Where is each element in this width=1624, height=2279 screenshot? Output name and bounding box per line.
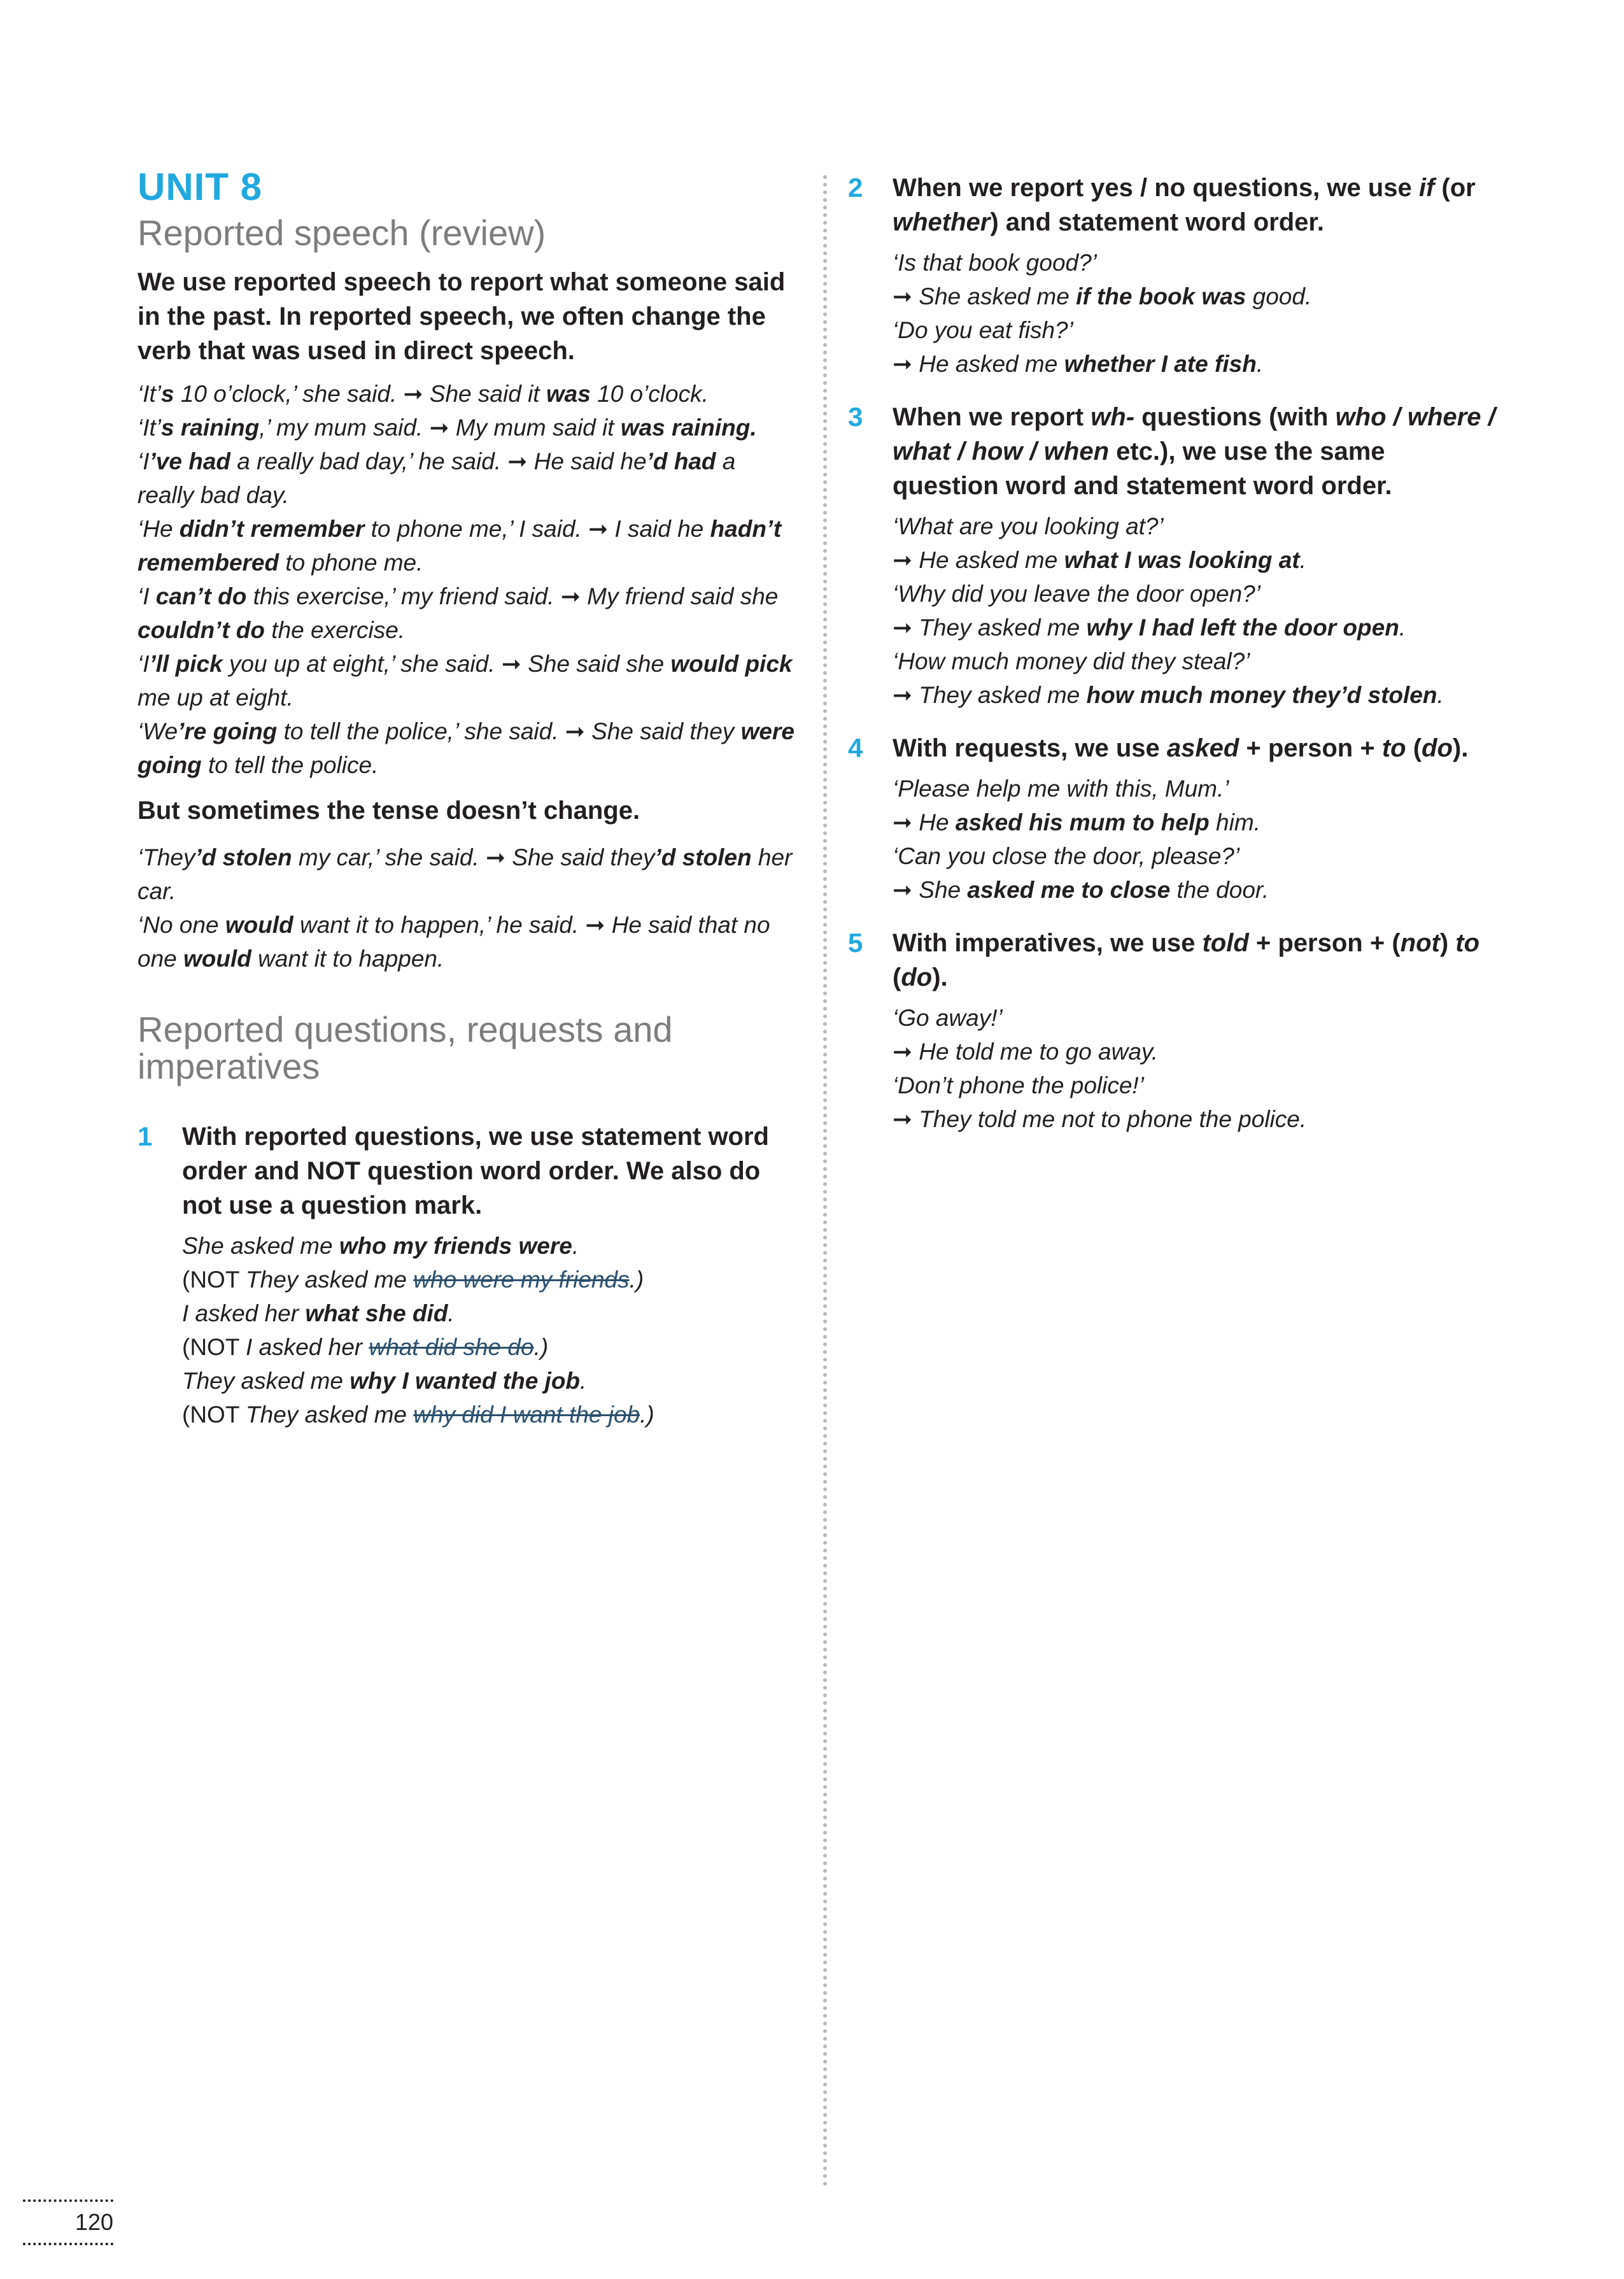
example-sentence: ‘No one would want it to happen,’ he said. ➞ He said that no one would want it to happen.: [138, 912, 770, 972]
arrow-icon: ➞: [893, 1106, 913, 1132]
rule-number: 3: [848, 402, 863, 432]
example-answer: ➞ They told me not to phone the police.: [893, 1106, 1307, 1132]
example-question: ‘Don’t phone the police!’: [893, 1072, 1144, 1098]
example-sentence: ‘It’s raining,’ my mum said. ➞ My mum said it was raining.: [138, 415, 757, 441]
rule-1: [138, 1119, 796, 1431]
example-sentence: ‘I can’t do this exercise,’ my friend said. ➞ My friend said she couldn’t do the exercise.: [138, 583, 779, 643]
example-question: ‘Do you eat fish?’: [893, 317, 1073, 343]
example-answer: ➞ She asked me if the book was good.: [893, 283, 1312, 309]
example-sentence: ‘I’ll pick you up at eight,’ she said. ➞ She said she would pick me up at eight.: [138, 651, 793, 711]
rule-heading: With imperatives, we use told + person + (not) to (do).: [893, 929, 1480, 991]
rule-heading: When we report yes / no questions, we use if (or whether) and statement word order.: [893, 174, 1476, 236]
example-sentence: She asked me who my friends were.: [182, 1233, 579, 1259]
rule-heading: With requests, we use asked + person + to (do).: [893, 734, 1469, 762]
example-sentence: ‘We’re going to tell the police,’ she said. ➞ She said they were going to tell the police.: [138, 718, 794, 778]
arrow-icon: ➞: [893, 877, 913, 903]
example-answer: ➞ He asked his mum to help him.: [893, 809, 1260, 835]
example-sentence: ‘He didn’t remember to phone me,’ I said. ➞ I said he hadn’t remembered to phone me.: [138, 516, 782, 576]
arrow-icon: ➞: [565, 718, 585, 744]
arrow-icon: ➞: [893, 283, 913, 309]
example-question: ‘Please help me with this, Mum.’: [893, 776, 1229, 802]
example-sentence: ‘It’s 10 o’clock,’ she said. ➞ She said it was 10 o’clock.: [138, 381, 709, 407]
examples-block-2: [138, 841, 796, 976]
example-question: ‘Why did you leave the door open?’: [893, 581, 1260, 607]
example-sentence: (NOT They asked me who were my friends.): [182, 1267, 644, 1293]
arrow-icon: ➞: [893, 809, 913, 835]
rule-number: 1: [138, 1121, 153, 1151]
example-answer: ➞ They asked me how much money they’d stolen.: [893, 682, 1444, 708]
section-title: Reported speech (review): [138, 213, 546, 253]
rule-number: 2: [848, 173, 863, 202]
arrow-icon: ➞: [893, 547, 913, 573]
arrow-icon: ➞: [403, 381, 423, 407]
example-question: ‘Can you close the door, please?’: [893, 843, 1240, 869]
column-divider: [823, 175, 827, 2187]
left-column: [138, 167, 796, 1451]
example-question: ‘How much money did they steal?’: [893, 648, 1250, 674]
arrow-icon: ➞: [893, 614, 913, 641]
unit-title: UNIT 8: [138, 166, 263, 208]
example-sentence: I asked her what she did.: [182, 1300, 455, 1326]
example-sentence: ‘I’ve had a really bad day,’ he said. ➞ He said he’d had a really bad day.: [138, 448, 736, 508]
example-question: ‘Is that book good?’: [893, 250, 1097, 276]
example-sentence: (NOT They asked me why did I want the job.): [182, 1402, 654, 1428]
example-sentence: They asked me why I wanted the job.: [182, 1368, 587, 1394]
rule-4: [848, 731, 1497, 907]
section-title-2: Reported questions, requests and imperatives: [138, 1009, 673, 1086]
example-answer: ➞ They asked me why I had left the door open.: [893, 614, 1406, 641]
example-answer: ➞ He asked me what I was looking at.: [893, 547, 1306, 573]
example-question: ‘What are you looking at?’: [893, 513, 1164, 539]
arrow-icon: ➞: [893, 351, 913, 377]
rule-2: [848, 171, 1497, 381]
arrow-icon: ➞: [893, 682, 913, 708]
example-question: ‘Go away!’: [893, 1005, 1003, 1031]
rule-3: [848, 400, 1497, 712]
intro-text: We use reported speech to report what someone said in the past. In reported speech, we often change the verb that was used in direct speech.: [138, 268, 786, 365]
rule-number: 4: [848, 733, 863, 763]
rule-heading: With reported questions, we use statement word order and NOT question word order. We also do not use a question mark.: [182, 1123, 769, 1219]
example-answer: ➞ She asked me to close the door.: [893, 877, 1269, 903]
arrow-icon: ➞: [485, 844, 505, 870]
rule-heading: When we report wh- questions (with who / where / what / how / when etc.), we use the same question word and statement word order.: [893, 403, 1495, 500]
page-number: 120: [23, 2199, 113, 2245]
right-column: [848, 171, 1497, 1155]
example-sentence: (NOT I asked her what did she do.): [182, 1334, 549, 1360]
arrow-icon: ➞: [429, 415, 449, 441]
arrow-icon: ➞: [585, 912, 605, 938]
arrow-icon: ➞: [588, 516, 609, 542]
rule-number: 5: [848, 928, 863, 958]
tense-note: But sometimes the tense doesn’t change.: [138, 797, 640, 825]
arrow-icon: ➞: [560, 583, 581, 609]
arrow-icon: ➞: [893, 1039, 913, 1065]
example-sentence: ‘They’d stolen my car,’ she said. ➞ She said they’d stolen her car.: [138, 844, 793, 904]
example-answer: ➞ He told me to go away.: [893, 1039, 1158, 1065]
rule-examples: [182, 1229, 796, 1431]
examples-block: [138, 377, 796, 782]
rule-5: [848, 926, 1497, 1136]
arrow-icon: ➞: [507, 448, 528, 474]
arrow-icon: ➞: [501, 651, 521, 677]
example-answer: ➞ He asked me whether I ate fish.: [893, 351, 1264, 377]
